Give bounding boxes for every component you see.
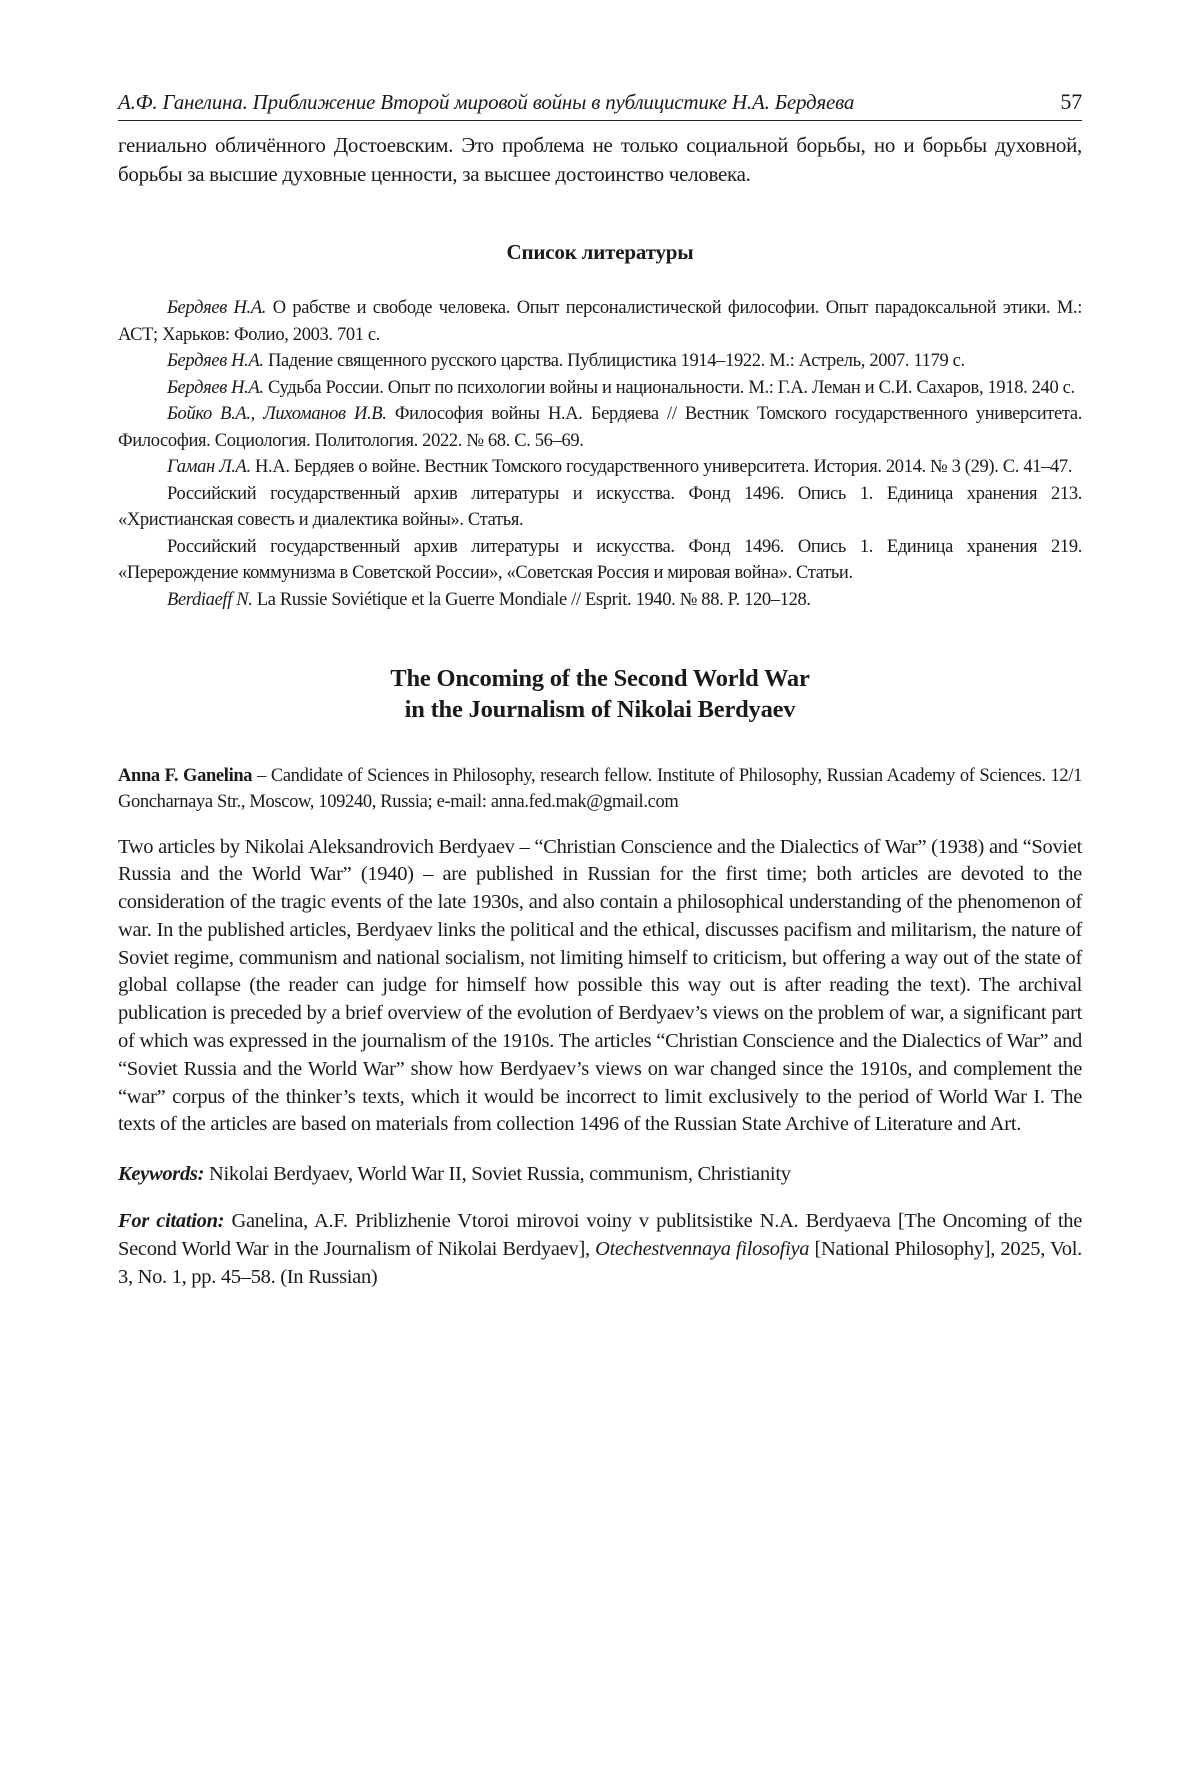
reference-text: Российский государственный архив литературы и искусства. Фонд 1496. Опись 1. Единица хранения 213. «Христианская совесть и диалектика войны». Статья. (118, 483, 1082, 530)
reference-text: Судьба России. Опыт по психологии войны и национальности. М.: Г.А. Леман и С.И. Сахаров, 1918. 240 с. (263, 377, 1075, 398)
reference-text: Н.А. Бердяев о войне. Вестник Томского государственного университета. История. 2014. № 3 (29). С. 41–47. (250, 457, 1073, 477)
citation-label: For citation: (118, 1210, 225, 1233)
running-head-title: А.Ф. Ганелина. Приближение Второй мировой войны в публицистике Н.А. Бердяева (118, 90, 855, 114)
reference-text: La Russie Soviétique et la Guerre Mondiale // Esprit. 1940. № 88. P. 120–128. (252, 589, 811, 610)
reference-item (118, 454, 1082, 481)
english-title (118, 663, 1082, 725)
reference-author: Гаман Л.А. (167, 457, 251, 477)
reference-author: Бердяев Н.А. (167, 298, 267, 318)
reference-author: Berdiaeff N. (167, 589, 253, 610)
english-title-line-1: The Oncoming of the Second World War (390, 665, 810, 692)
reference-item (118, 375, 1082, 402)
references-heading: Список литературы (506, 240, 694, 264)
citation (118, 1208, 1082, 1291)
reference-author: Бердяев Н.А. (167, 377, 264, 398)
citation-details: [National Philosophy], 2025, Vol. 3, No. 1, pp. 45–58. (In Russian) (118, 1238, 1082, 1288)
citation-journal: Otechestvennaya filosofiya (595, 1238, 810, 1261)
reference-item (118, 587, 1082, 614)
reference-text: Российский государственный архив литературы и искусства. Фонд 1496. Опись 1. Единица хранения 219. «Перерождение коммунизма в Советской России», «Советская Россия и мировая война». Статьи. (118, 536, 1082, 583)
continuation-paragraph: гениально обличённого Достоевским. Это проблема не только социальной борьбы, но и борьбы духовной, борьбы за высшие духовные ценности, за высшее достоинство человека. (118, 133, 1082, 186)
reference-text: Падение священного русского царства. Публицистика 1914–1922. М.: Астрель, 2007. 1179 с. (263, 351, 965, 371)
keywords (118, 1160, 1082, 1188)
reference-item (118, 534, 1082, 587)
keywords-list: Nikolai Berdyaev, World War II, Soviet Russia, communism, Christianity (204, 1162, 791, 1185)
journal-page (118, 88, 1082, 1312)
keywords-label: Keywords: (118, 1162, 205, 1185)
reference-text: Философия войны Н.А. Бердяева // Вестник Томского государственного университета. Философия. Социология. Политология. 2022. № 68. С. 56–69. (118, 404, 1082, 451)
reference-author: Бойко В.А., Лихоманов И.В. (167, 404, 387, 424)
author-name: Anna F. Ganelina (118, 766, 253, 786)
reference-author: Бердяев Н.А. (167, 351, 264, 371)
reference-item (118, 481, 1082, 534)
reference-item (118, 348, 1082, 375)
author-info (118, 763, 1082, 815)
english-title-line-2: in the Journalism of Nikolai Berdyaev (404, 696, 796, 723)
running-head (118, 88, 1082, 121)
references-list (118, 295, 1082, 613)
abstract: Two articles by Nikolai Aleksandrovich Berdyaev – “Christian Conscience and the Dialectics of War” (1938) and “Soviet Russia and the World War” (1940) – are published in Russian for the first time; both articles are devoted to the consideration of the tragic events of the late 1930s, and also contain a philosophical understanding of the phenomenon of war. In the published articles, Berdyaev links the political and the ethical, discusses pacifism and militarism, the nature of Soviet regime, communism and national socialism, not limiting himself to criticism, but offering a way out of the state of global collapse (the reader can judge for himself how possible this way out is after reading the text). The archival publication is preceded by a brief overview of the evolution of Berdyaev’s views on the problem of war, a significant part of which was expressed in the journalism of the 1910s. The articles “Christian Conscience and the Dialectics of War” and “Soviet Russia and the World War” show how Berdyaev’s views on war changed since the 1910s, and complement the “war” corpus of the thinker’s texts, which it would be incorrect to limit exclusively to the period of World War I. The texts of the articles are based on materials from collection 1496 of the Russian State Archive of Literature and Art. (118, 835, 1082, 1136)
reference-text: О рабстве и свободе человека. Опыт персоналистической философии. Опыт парадоксальной этики. М.: АСТ; Харьков: Фолио, 2003. 701 с. (118, 298, 1082, 345)
reference-item (118, 295, 1082, 348)
page-number: 57 (1060, 89, 1082, 114)
citation-text: Ganelina, A.F. Priblizhenie Vtoroi mirovoi voiny v publitsistike N.A. Berdyaeva [The Oncoming of the Second World War in the Journalism of Nikolai Berdyaev], (118, 1210, 1082, 1261)
reference-item (118, 401, 1082, 454)
author-affiliation: – Candidate of Sciences in Philosophy, research fellow. Institute of Philosophy, Russian Academy of Sciences. 12/1 Goncharnaya Str., Moscow, 109240, Russia; e-mail: anna.fed.mak@gmail.com (118, 766, 1082, 812)
